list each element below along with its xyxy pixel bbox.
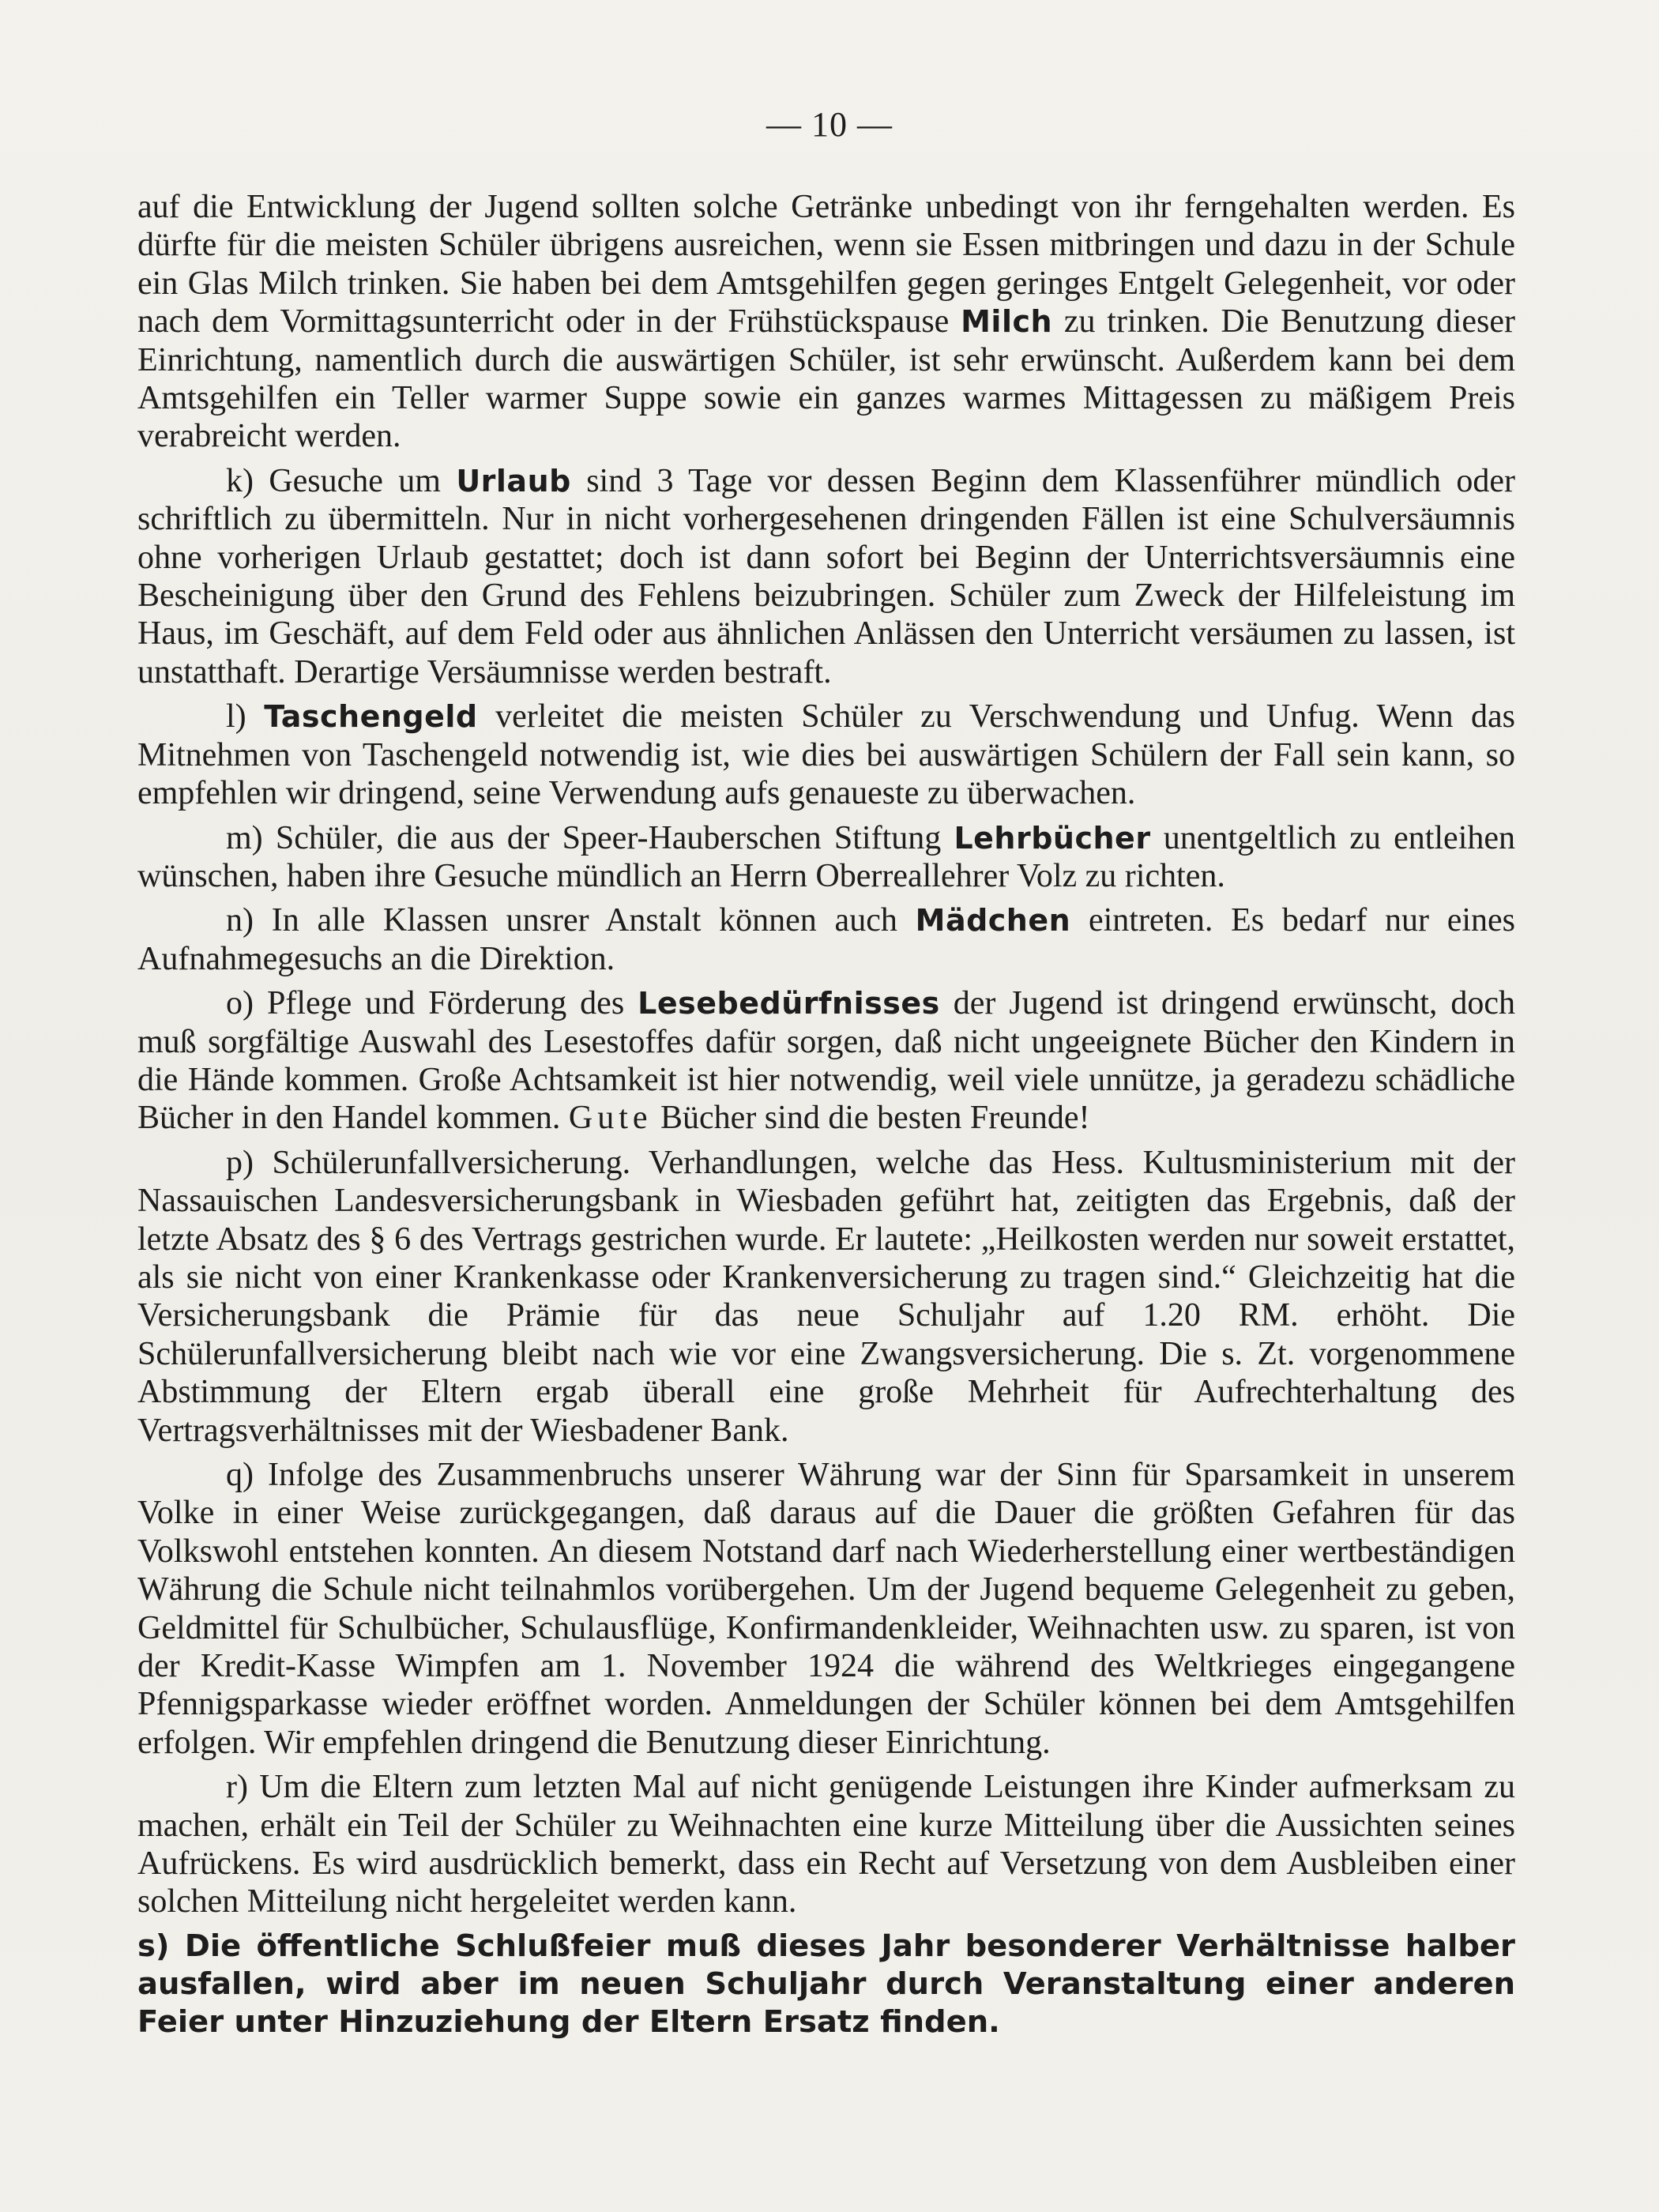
emphasis-maedchen: Mädchen [915,903,1071,939]
paragraph-n [137,901,1515,978]
n-text-a: n) In alle Klassen unsrer Anstalt können auch [226,902,897,939]
paragraph-m [137,819,1515,896]
page-number: — 10 — [766,105,893,144]
body-text [137,188,1515,2048]
m-text-b: unentgeltlich zu entleihen wünschen, haben ihre Gesuche mündlich an Herrn Oberreallehrer Volz zu richten. [137,819,1516,894]
paragraph-intro [137,188,1515,456]
emphasis-urlaub: Urlaub [456,463,571,498]
s-text: Die öffentliche Schlußfeier muß dieses Jahr besonderer Verhältnisse halber ausfallen, wird aber im neuen Schuljahr durch Veranstaltung einer anderen Feier unter Hinzuziehung der Eltern Ersatz finden. [137,1928,1516,2040]
o-text-a: o) Pflege und Förderung des [226,985,625,1022]
l-text-a: l) [226,698,246,735]
paragraph-q: q) Infolge des Zusammenbruchs unserer Währung war der Sinn für Sparsamkeit in unserem Volke in einer Weise zurückgegangen, daß daraus auf die Dauer die größten Gefahren für das Volkswohl entstehen konnten. An diesem Notstand darf nach Wiederherstellung einer wertbeständigen Währung die Schule nicht teilnahmlos vorübergehen. Um der Jugend bequeme Gelegenheit zu geben, Geldmittel für Schulbücher, Schulausflüge, Konfirmandenkleider, Weihnachten usw. zu sparen, ist von der Kredit-Kasse Wimpfen am 1. November 1924 die während des Weltkrieges eingegangene Pfennigsparkasse wieder eröffnet worden. Anmeldungen der Schüler können bei dem Amtsgehilfen erfolgen. Wir empfehlen dringend die Benutzung dieser Einrichtung. [137,1457,1515,1761]
o-text-b: der Jugend ist dringend erwünscht, doch muß sorgfältige Auswahl des Lesestoffes dafür sorgen, daß nicht ungeeignete Bücher den Kindern in die Hände kommen. Große Achtsamkeit ist hier notwendig, weil viele unnütze, ja geradezu schädliche Bücher in den Handel kommen. [137,985,1515,1137]
paragraph-r: r) Um die Eltern zum letzten Mal auf nicht genügende Leistungen ihre Kinder aufmerksam zu machen, erhält ein Teil der Schüler zu Weihnachten eine kurze Mitteilung über die Aussichten seines Aufrückens. Es wird ausdrücklich bemerkt, dass ein Recht auf Versetzung von dem Ausbleiben einer solchen Mitteilung nicht hergeleitet werden kann. [137,1769,1515,1920]
m-text-a: m) Schüler, die aus der Speer-Hauberschen Stiftung [226,819,942,856]
paragraph-p: p) Schülerunfallversicherung. Verhandlungen, welche das Hess. Kultusministerium mit der Nassauischen Landesversicherungsbank in Wiesbaden geführt hat, zeitigten das Ergebnis, daß der letzte Absatz des § 6 des Vertrags gestrichen wurde. Er lautete: „Heilkosten werden nur soweit erstattet, als sie nicht von einer Krankenkasse oder Krankenversicherung zu tragen sind.“ Gleichzeitig hat die Versicherungsbank die Prämie für das neue Schuljahr auf 1.20 RM. erhöht. Die Schülerunfallversicherung bleibt nach wie vor eine Zwangsversicherung. Die s. Zt. vorgenommene Abstimmung der Eltern ergab überall eine große Mehrheit für Aufrechterhaltung des Vertragsverhältnisses mit der Wiesbadener Bank. [137,1144,1515,1449]
paragraph-k [137,462,1515,691]
emphasis-lehrbuecher: Lehrbücher [954,820,1151,856]
k-text-a: k) Gesuche um [226,462,441,499]
intro-text-2: zu trinken. Die Benutzung dieser Einrichtung, namentlich durch die auswärtigen Schüler, ist sehr erwünscht. Außerdem kann bei dem Amtsgehilfen ein Teller warmer Suppe sowie ein ganzes warmes Mittagessen zu mäßigem Preis verabreicht werden. [137,303,1516,455]
paragraph-s [137,1928,1515,2041]
s-label: s) [137,1928,170,1964]
l-text-b: verleitet die meisten Schüler zu Verschwendung und Unfug. Wenn das Mitnehmen von Taschengeld notwendig ist, wie dies bei auswärtigen Schülern der Fall sein kann, so empfehlen wir dringend, seine Verwendung aufs genaueste zu überwachen. [137,698,1515,812]
emphasis-milch: Milch [961,304,1053,340]
paragraph-l [137,698,1515,812]
o-text-c: Bücher sind die besten Freunde! [660,1100,1090,1137]
emphasis-taschengeld: Taschengeld [264,699,478,735]
k-text-b: sind 3 Tage vor dessen Beginn dem Klassenführer mündlich oder schriftlich zu übermitteln. Nur in nicht vorhergesehenen dringenden Fällen ist eine Schulversäumnis ohne vorherigen Urlaub gestattet; doch ist dann sofort bei Beginn der Unterrichtsversäumnis eine Bescheinigung über den Grund des Fehlens beizubringen. Schüler zum Zweck der Hilfeleistung im Haus, im Geschäft, auf dem Feld oder aus ähnlichen Anlässen den Unterricht versäumen zu lassen, ist unstatthaft. Derartige Versäumnisse werden bestraft. [137,462,1516,690]
emphasis-lesebeduerfnisses: Lesebedürfnisses [638,986,940,1021]
intro-text: auf die Entwicklung der Jugend sollten solche Getränke unbedingt von ihr ferngehalten werden. Es dürfte für die meisten Schüler übrigens ausreichen, wenn sie Essen mitbringen und dazu in der Schule ein Glas Milch trinken. Sie haben bei dem Amtsgehilfen gegen geringes Entgelt Gelegenheit, vor oder nach dem Vormittagsunterricht oder in der Frühstückspause [137,189,1515,340]
paragraph-o [137,984,1515,1138]
emphasis-gute: Gute [568,1100,653,1137]
n-text-b: eintreten. Es bedarf nur eines Aufnahmegesuchs an die Direktion. [137,902,1516,977]
